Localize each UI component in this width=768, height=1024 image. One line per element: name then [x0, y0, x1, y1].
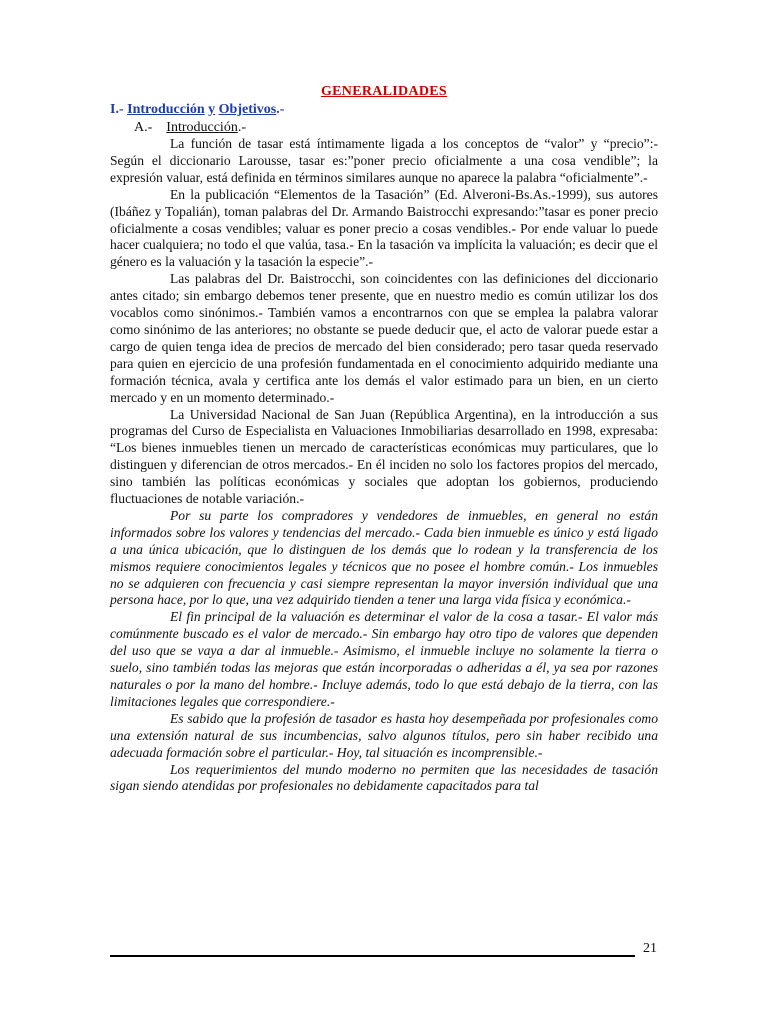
- paragraph: La función de tasar está íntimamente ligada a los conceptos de “valor” y “precio”:- Según el diccionario Larousse, tasar es:”poner precio oficialmente a una cosa vendible”; la expresión valuar, está definida en términos similares aunque no aparece la palabra “oficialmente”.-: [110, 136, 658, 185]
- subsection-heading: [134, 120, 246, 136]
- subsection-label: Introducción: [166, 120, 238, 135]
- section-connector: y: [208, 102, 216, 117]
- paragraph: Es sabido que la profesión de tasador es hasta hoy desempeñada por profesionales como una extensión natural de sus incumbencias, salvo algunos títulos, pero sin haber recibido una adecuada formación sobre el particular.- Hoy, tal situación es incomprensible.-: [110, 710, 658, 760]
- body-text: [110, 136, 658, 795]
- section-heading: [110, 102, 284, 118]
- paragraph: En la publicación “Elementos de la Tasación” (Ed. Alveroni-Bs.As.-1999), sus autores (Ibáñez y Topalián), toman palabras del Dr. Armando Baistrocchi expresando:”tasar es poner precio oficialmente a cosas vendibles; valuar es poner precio a cosas vendibles.- Por ende valuar lo puede hacer cualquiera; no todo el que valúa, tasa.- En la tasación va implícita la valuación; es decir que el género es la valuación y la tasación la especie”.-: [110, 186, 658, 270]
- paragraph: Por su parte los compradores y vendedores de inmuebles, en general no están informados sobre los valores y tendencias del mercado.- Cada bien inmueble es único y está ligado a una única ubicación, que lo distinguen de los demás que lo rodean y la transferencia de los mismos requiere conocimientos legales y técnicos que no posee el hombre común.- Los inmuebles no se adquieren con frecuencia y casi siempre representan la mayor inversión individual que una persona hace, por lo que, una vez adquirido tienden a tener una larga vida física y económica.-: [110, 507, 658, 608]
- page-number: 21: [643, 941, 657, 956]
- paragraph: La Universidad Nacional de San Juan (República Argentina), en la introducción a sus programas del Curso de Especialista en Valuaciones Inmobiliarias desarrollado en 1998, expresaba: “Los bienes inmuebles tienen un mercado de características económicas muy particulares, que lo distinguen y diferencian de otros mercados.- En él inciden no solo los factores propios del mercado, sino también las políticas económicas y sociales que adoptan los gobiernos, produciendo fluctuaciones de notable variación.-: [110, 406, 658, 507]
- section-number: I.-: [110, 102, 124, 117]
- paragraph: El fin principal de la valuación es determinar el valor de la cosa a tasar.- El valor más comúnmente buscado es el valor de mercado.- Sin embargo hay otro tipo de valores que dependen del uso que se vaya a dar al inmueble.- Asimismo, el inmueble incluye no solamente la tierra o suelo, sino también todas las mejoras que están incorporadas o adheridas a él, ya sea por razones naturales o por la mano del hombre.- Incluye además, todo lo que está debajo de la tierra, con las limitaciones legales que correspondiere.-: [110, 609, 658, 709]
- introduction-link[interactable]: Introducción: [127, 102, 205, 117]
- objectives-link[interactable]: Objetivos: [218, 102, 277, 117]
- footer-divider: [110, 955, 635, 957]
- subsection-number: A.-: [134, 120, 153, 135]
- subsection-suffix: .-: [237, 120, 246, 135]
- paragraph: Los requerimientos del mundo moderno no permiten que las necesidades de tasación sigan siendo atendidas por profesionales no debidamente capacitados para tal: [110, 761, 658, 794]
- section-suffix: .-: [276, 102, 285, 117]
- paragraph: Las palabras del Dr. Baistrocchi, son coincidentes con las definiciones del diccionario antes citado; sin embargo debemos tener presente, que en nuestro medio es común utilizar los dos vocablos como sinónimos.- También vamos a encontrarnos con que se emplea la palabra valorar como sinónimo de las anteriores; no obstante se puede deducir que, el acto de valorar puede estar a cargo de quien tenga idea de precios de mercado del bien considerado; pero tasar queda reservado para quien en ejercicio de una profesión fundamentada en el conocimiento adquirido mediante una formación técnica, avala y certifica ante los demás el valor estimado para un bien, en un cierto mercado y en un momento determinado.-: [110, 271, 658, 405]
- page-title: GENERALIDADES: [320, 84, 448, 99]
